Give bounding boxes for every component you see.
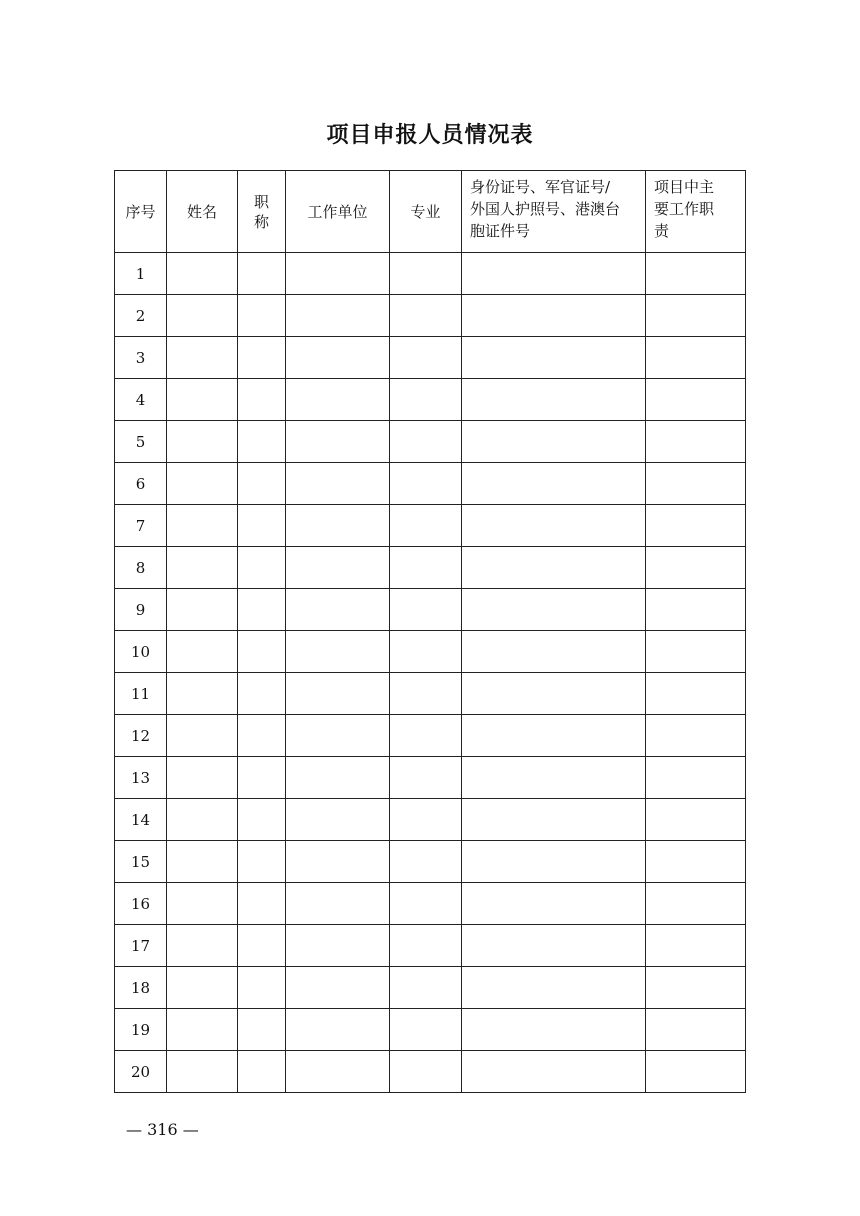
major-cell[interactable] (390, 463, 462, 505)
name-cell[interactable] (167, 547, 238, 589)
title-cell[interactable] (238, 463, 286, 505)
name-cell[interactable] (167, 589, 238, 631)
header-id-number: 身份证号、军官证号/ 外国人护照号、港澳台 胞证件号 (462, 171, 646, 253)
title-cell[interactable] (238, 799, 286, 841)
name-cell[interactable] (167, 337, 238, 379)
major-cell[interactable] (390, 295, 462, 337)
table-row (115, 589, 746, 631)
major-cell[interactable] (390, 1009, 462, 1051)
unit-cell[interactable] (286, 883, 390, 925)
unit-cell[interactable] (286, 463, 390, 505)
name-cell[interactable] (167, 463, 238, 505)
role-cell[interactable] (646, 799, 746, 841)
table-row (115, 967, 746, 1009)
table-row (115, 841, 746, 883)
title-cell[interactable] (238, 589, 286, 631)
title-cell[interactable] (238, 673, 286, 715)
title-cell[interactable] (238, 883, 286, 925)
table-row (115, 883, 746, 925)
major-cell[interactable] (390, 337, 462, 379)
role-cell[interactable] (646, 883, 746, 925)
role-cell[interactable] (646, 715, 746, 757)
row-number: 7 (115, 505, 167, 547)
table-row (115, 253, 746, 295)
table-row (115, 505, 746, 547)
name-cell[interactable] (167, 421, 238, 463)
name-cell[interactable] (167, 631, 238, 673)
name-cell[interactable] (167, 1051, 238, 1093)
role-cell[interactable] (646, 841, 746, 883)
row-number: 5 (115, 421, 167, 463)
role-cell[interactable] (646, 295, 746, 337)
id-number-cell[interactable] (462, 883, 646, 925)
header-name: 姓名 (167, 171, 238, 253)
title-cell[interactable] (238, 379, 286, 421)
role-cell[interactable] (646, 463, 746, 505)
unit-cell[interactable] (286, 631, 390, 673)
major-cell[interactable] (390, 967, 462, 1009)
id-number-cell[interactable] (462, 505, 646, 547)
header-unit: 工作单位 (286, 171, 390, 253)
unit-cell[interactable] (286, 505, 390, 547)
major-cell[interactable] (390, 841, 462, 883)
id-number-cell[interactable] (462, 547, 646, 589)
role-cell[interactable] (646, 1009, 746, 1051)
major-cell[interactable] (390, 1051, 462, 1093)
major-cell[interactable] (390, 757, 462, 799)
role-cell[interactable] (646, 505, 746, 547)
title-cell[interactable] (238, 547, 286, 589)
table-row (115, 379, 746, 421)
row-number: 1 (115, 253, 167, 295)
role-cell[interactable] (646, 379, 746, 421)
id-number-cell[interactable] (462, 1009, 646, 1051)
table-row (115, 337, 746, 379)
role-cell[interactable] (646, 967, 746, 1009)
page-number: — 316 — (126, 1120, 199, 1139)
role-cell[interactable] (646, 547, 746, 589)
id-number-cell[interactable] (462, 673, 646, 715)
table-row (115, 925, 746, 967)
title-cell[interactable] (238, 295, 286, 337)
major-cell[interactable] (390, 799, 462, 841)
id-number-cell[interactable] (462, 337, 646, 379)
table-row (115, 673, 746, 715)
name-cell[interactable] (167, 925, 238, 967)
unit-cell[interactable] (286, 379, 390, 421)
major-cell[interactable] (390, 883, 462, 925)
title-cell[interactable] (238, 631, 286, 673)
name-cell[interactable] (167, 757, 238, 799)
unit-cell[interactable] (286, 757, 390, 799)
unit-cell[interactable] (286, 925, 390, 967)
id-number-cell[interactable] (462, 1051, 646, 1093)
id-number-cell[interactable] (462, 421, 646, 463)
role-cell[interactable] (646, 673, 746, 715)
title-cell[interactable] (238, 841, 286, 883)
table-row (115, 631, 746, 673)
title-cell[interactable] (238, 421, 286, 463)
id-number-cell[interactable] (462, 715, 646, 757)
unit-cell[interactable] (286, 799, 390, 841)
row-number: 17 (115, 925, 167, 967)
table-row (115, 799, 746, 841)
name-cell[interactable] (167, 715, 238, 757)
name-cell[interactable] (167, 379, 238, 421)
title-cell[interactable] (238, 757, 286, 799)
unit-cell[interactable] (286, 967, 390, 1009)
unit-cell[interactable] (286, 337, 390, 379)
name-cell[interactable] (167, 841, 238, 883)
title-cell[interactable] (238, 715, 286, 757)
role-cell[interactable] (646, 757, 746, 799)
table-row (115, 1009, 746, 1051)
major-cell[interactable] (390, 421, 462, 463)
title-cell[interactable] (238, 925, 286, 967)
row-number: 15 (115, 841, 167, 883)
role-cell[interactable] (646, 589, 746, 631)
id-number-cell[interactable] (462, 925, 646, 967)
row-number: 2 (115, 295, 167, 337)
header-major: 专业 (390, 171, 462, 253)
major-cell[interactable] (390, 589, 462, 631)
header-row (115, 171, 746, 253)
major-cell[interactable] (390, 253, 462, 295)
row-number: 6 (115, 463, 167, 505)
role-cell[interactable] (646, 1051, 746, 1093)
row-number: 8 (115, 547, 167, 589)
major-cell[interactable] (390, 631, 462, 673)
row-number: 19 (115, 1009, 167, 1051)
major-cell[interactable] (390, 379, 462, 421)
name-cell[interactable] (167, 253, 238, 295)
row-number: 10 (115, 631, 167, 673)
id-number-cell[interactable] (462, 799, 646, 841)
table-row (115, 1051, 746, 1093)
role-cell[interactable] (646, 253, 746, 295)
id-number-cell[interactable] (462, 631, 646, 673)
id-number-cell[interactable] (462, 841, 646, 883)
title-cell[interactable] (238, 337, 286, 379)
name-cell[interactable] (167, 799, 238, 841)
role-cell[interactable] (646, 631, 746, 673)
personnel-table (114, 170, 746, 1093)
row-number: 3 (115, 337, 167, 379)
unit-cell[interactable] (286, 1051, 390, 1093)
id-number-cell[interactable] (462, 463, 646, 505)
unit-cell[interactable] (286, 715, 390, 757)
row-number: 12 (115, 715, 167, 757)
id-number-cell[interactable] (462, 757, 646, 799)
row-number: 20 (115, 1051, 167, 1093)
header-title: 职 称 (238, 171, 286, 253)
table-row (115, 715, 746, 757)
unit-cell[interactable] (286, 673, 390, 715)
unit-cell[interactable] (286, 841, 390, 883)
major-cell[interactable] (390, 715, 462, 757)
row-number: 14 (115, 799, 167, 841)
row-number: 11 (115, 673, 167, 715)
unit-cell[interactable] (286, 589, 390, 631)
id-number-cell[interactable] (462, 379, 646, 421)
title-cell[interactable] (238, 1009, 286, 1051)
title-cell[interactable] (238, 505, 286, 547)
id-number-cell[interactable] (462, 589, 646, 631)
name-cell[interactable] (167, 505, 238, 547)
unit-cell[interactable] (286, 1009, 390, 1051)
major-cell[interactable] (390, 673, 462, 715)
major-cell[interactable] (390, 505, 462, 547)
id-number-cell[interactable] (462, 967, 646, 1009)
table-row (115, 421, 746, 463)
unit-cell[interactable] (286, 421, 390, 463)
row-number: 16 (115, 883, 167, 925)
name-cell[interactable] (167, 967, 238, 1009)
name-cell[interactable] (167, 883, 238, 925)
title-cell[interactable] (238, 1051, 286, 1093)
table-row (115, 547, 746, 589)
unit-cell[interactable] (286, 547, 390, 589)
row-number: 9 (115, 589, 167, 631)
table-row (115, 295, 746, 337)
table-row (115, 463, 746, 505)
unit-cell[interactable] (286, 253, 390, 295)
unit-cell[interactable] (286, 295, 390, 337)
header-role: 项目中主 要工作职 责 (646, 171, 746, 253)
row-number: 4 (115, 379, 167, 421)
role-cell[interactable] (646, 925, 746, 967)
title-cell[interactable] (238, 253, 286, 295)
id-number-cell[interactable] (462, 253, 646, 295)
table-row (115, 757, 746, 799)
row-number: 13 (115, 757, 167, 799)
major-cell[interactable] (390, 925, 462, 967)
major-cell[interactable] (390, 547, 462, 589)
id-number-cell[interactable] (462, 295, 646, 337)
name-cell[interactable] (167, 295, 238, 337)
row-number: 18 (115, 967, 167, 1009)
name-cell[interactable] (167, 673, 238, 715)
page-title: 项目申报人员情况表 (326, 123, 534, 148)
role-cell[interactable] (646, 337, 746, 379)
name-cell[interactable] (167, 1009, 238, 1051)
title-cell[interactable] (238, 967, 286, 1009)
role-cell[interactable] (646, 421, 746, 463)
header-seq: 序号 (115, 171, 167, 253)
